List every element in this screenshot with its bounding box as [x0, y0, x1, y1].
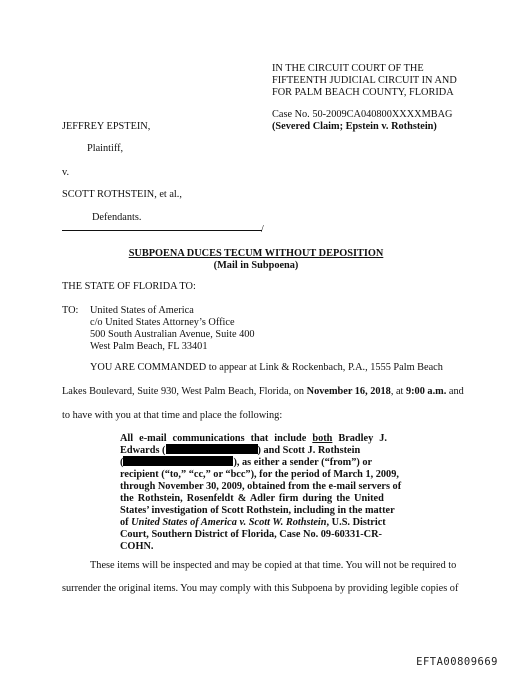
to-line-1: United States of America	[90, 305, 194, 316]
command-line-2	[62, 385, 464, 398]
command-line-2-mid: , at	[390, 386, 406, 397]
items-line-5: through November 30, 2009, obtained from the e-mail servers of	[120, 481, 402, 492]
defendant-label: Defendants.	[92, 212, 142, 223]
items-line-2: Edwards ( ) and Scott J. Rothstein	[120, 445, 361, 456]
to-line-4: West Palm Beach, FL 33401	[90, 341, 208, 352]
items-line-8: of United States of America v. Scott W. Rothstein, U.S. District	[120, 517, 386, 528]
to-line-3: 500 South Australian Avenue, Suite 400	[90, 329, 255, 340]
items-line-3: ( ), as either a sender (“from”) or	[120, 457, 373, 468]
items-line-4: recipient (“to,” “cc,” or “bcc”), for the period of March 1, 2009,	[120, 469, 399, 480]
items-line-7: States’ investigation of Scott Rothstein, including in the matter	[120, 505, 395, 516]
plaintiff-name: JEFFREY EPSTEIN,	[62, 121, 151, 132]
redaction-box	[166, 444, 258, 454]
plaintiff-label: Plaintiff,	[87, 143, 124, 154]
closing-line-2: surrender the original items. You may comply with this Subpoena by providing legible copies of	[62, 583, 459, 594]
bates-number: EFTA00809669	[416, 656, 498, 668]
severed-claim: (Severed Claim; Epstein v. Rothstein)	[272, 121, 437, 132]
case-caption: United States of America v. Scott W. Rothstein	[131, 517, 327, 528]
to-label: TO:	[62, 305, 79, 316]
court-line-2: FIFTEENTH JUDICIAL CIRCUIT IN AND	[272, 75, 457, 86]
caption-rule	[62, 230, 262, 231]
appearance-time: 9:00 a.m.	[405, 386, 447, 397]
command-line-2-pre: Lakes Boulevard, Suite 930, West Palm Beach, Florida, on	[62, 386, 307, 397]
appearance-date: November 16, 2018	[306, 386, 391, 397]
defendant-name: SCOTT ROTHSTEIN, et al.,	[62, 189, 182, 200]
subpoena-title: SUBPOENA DUCES TECUM WITHOUT DEPOSITION	[128, 248, 384, 259]
case-number: Case No. 50-2009CA040800XXXXMBAG	[272, 109, 453, 120]
command-line-2-post: and	[446, 386, 464, 397]
versus: v.	[62, 167, 70, 178]
both-emphasis: both	[312, 433, 333, 444]
closing-line-1: These items will be inspected and may be copied at that time. You will not be required to	[90, 560, 457, 571]
to-line-2: c/o United States Attorney’s Office	[90, 317, 235, 328]
redaction-box	[123, 456, 233, 466]
command-line-3: to have with you at that time and place the following:	[62, 410, 283, 421]
items-line-1: All e-mail communications that include both Bradley J.	[120, 433, 387, 444]
court-line-3: FOR PALM BEACH COUNTY, FLORIDA	[272, 87, 454, 98]
state-to: THE STATE OF FLORIDA TO:	[62, 281, 196, 292]
command-line-1: YOU ARE COMMANDED to appear at Link & Rockenbach, P.A., 1555 Palm Beach	[90, 362, 443, 373]
caption-slash: /	[261, 224, 264, 235]
court-line-1: IN THE CIRCUIT COURT OF THE	[272, 63, 424, 74]
subpoena-subtitle: (Mail in Subpoena)	[213, 260, 299, 271]
items-line-9: Court, Southern District of Florida, Case No. 09-60331-CR-	[120, 529, 382, 540]
items-line-10: COHN.	[120, 541, 154, 552]
items-line-6: the Rothstein, Rosenfeldt & Adler firm during the United	[120, 493, 384, 504]
